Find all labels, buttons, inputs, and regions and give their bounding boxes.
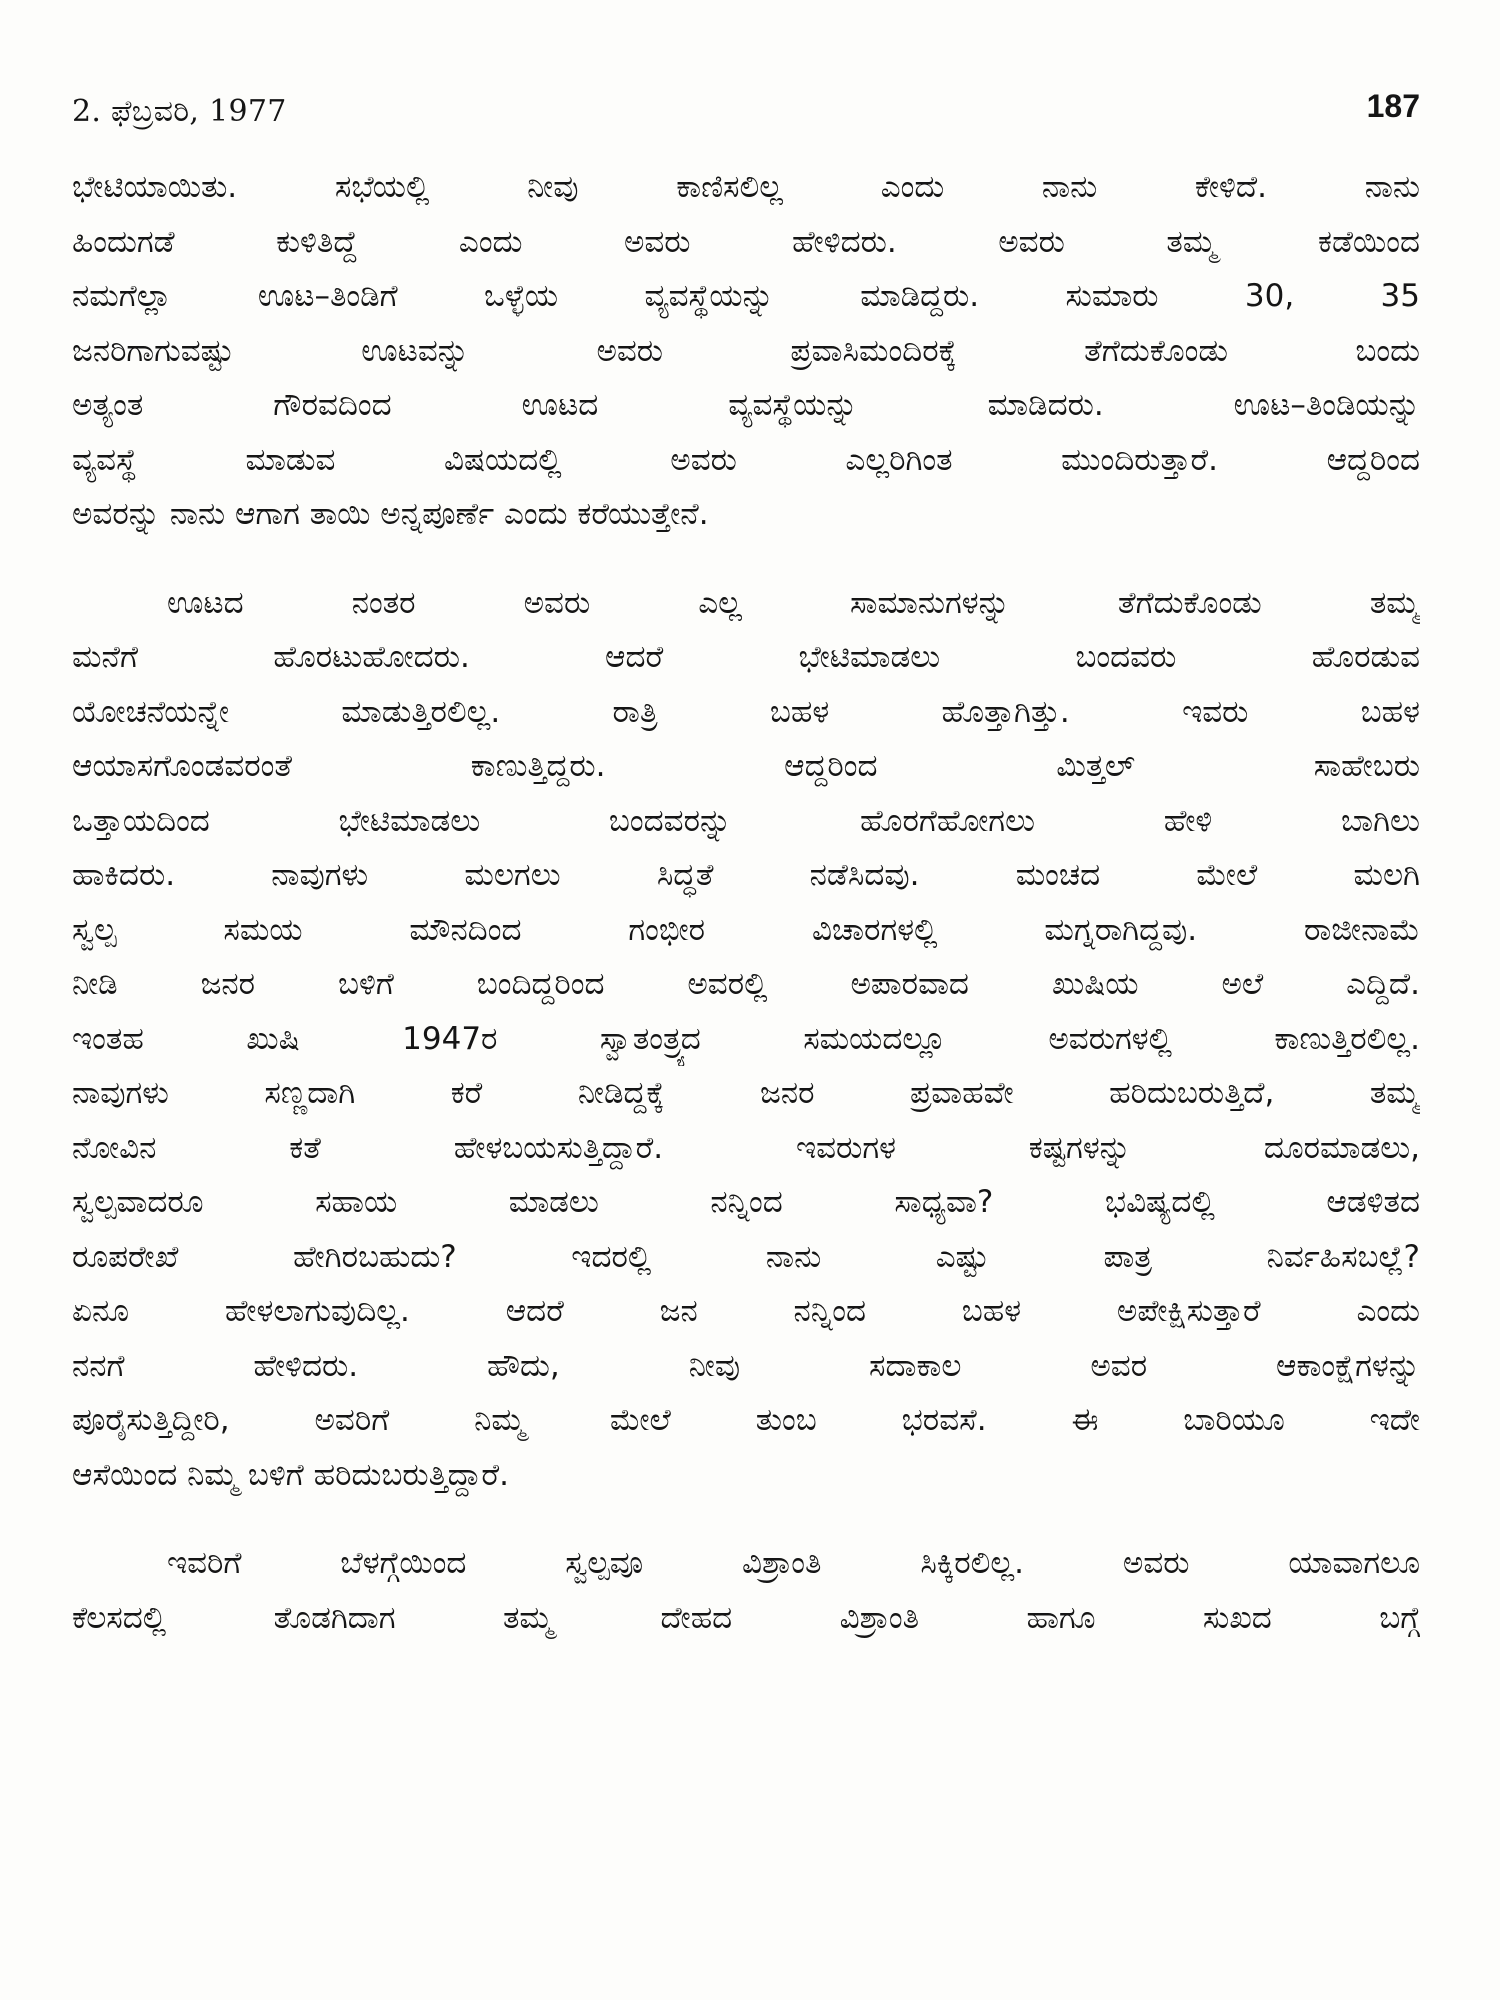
text-line: ಯೋಚನೆಯನ್ನೇ ಮಾಡುತ್ತಿರಲಿಲ್ಲ. ರಾತ್ರಿ ಬಹಳ ಹೊತ್ತಾಗಿತ್ತು. ಇವರು ಬಹಳ (72, 693, 1420, 730)
text-line: ನೀಡಿ ಜನರ ಬಳಿಗೆ ಬಂದಿದ್ದರಿಂದ ಅವರಲ್ಲಿ ಅಪಾರವಾದ ಖುಷಿಯ ಅಲೆ ಎದ್ದಿದೆ. (72, 966, 1420, 1002)
text-line: ಹಾಕಿದರು. ನಾವುಗಳು ಮಲಗಲು ಸಿದ್ಧತೆ ನಡೆಸಿದವು. ಮಂಚದ ಮೇಲೆ ಮಲಗಿ (72, 857, 1420, 893)
page-number: 187 (1366, 88, 1420, 124)
text-line: ಇವರಿಗೆ ಬೆಳಗ್ಗೆಯಿಂದ ಸ್ವಲ್ಪವೂ ವಿಶ್ರಾಂತಿ ಸಿಕ್ಕಿರಲಿಲ್ಲ. ಅವರು ಯಾವಾಗಲೂ (167, 1545, 1420, 1581)
paragraph-1 (72, 160, 1420, 542)
text-line: ರೂಪರೇಖೆ ಹೇಗಿರಬಹುದು? ಇದರಲ್ಲಿ ನಾನು ಎಷ್ಟು ಪಾತ್ರ ನಿರ್ವಹಿಸಬಲ್ಲೆ? (72, 1238, 1420, 1275)
text-line: ನಮಗೆಲ್ಲಾ ಊಟ–ತಿಂಡಿಗೆ ಒಳ್ಳೆಯ ವ್ಯವಸ್ಥೆಯನ್ನು ಮಾಡಿದ್ದರು. ಸುಮಾರು 30, 35 (72, 278, 1420, 314)
text-line: ನಾವುಗಳು ಸಣ್ಣದಾಗಿ ಕರೆ ನೀಡಿದ್ದಕ್ಕೆ ಜನರ ಪ್ರವಾಹವೇ ಹರಿದುಬರುತ್ತಿದೆ, ತಮ್ಮ (72, 1075, 1420, 1111)
text-line: ಆಯಾಸಗೊಂಡವರಂತೆ ಕಾಣುತ್ತಿದ್ದರು. ಆದ್ದರಿಂದ ಮಿತ್ತಲ್ ಸಾಹೇಬರು (72, 748, 1420, 784)
text-line: ಭೇಟಿಯಾಯಿತು. ಸಭೆಯಲ್ಲಿ ನೀವು ಕಾಣಿಸಲಿಲ್ಲ ಎಂದು ನಾನು ಕೇಳಿದೆ. ನಾನು (72, 169, 1420, 205)
paragraph-gap (72, 542, 1420, 576)
text-line: ಏನೂ ಹೇಳಲಾಗುವುದಿಲ್ಲ. ಆದರೆ ಜನ ನನ್ನಿಂದ ಬಹಳ ಅಪೇಕ್ಷಿಸುತ್ತಾರೆ ಎಂದು (72, 1293, 1420, 1329)
text-line: ಊಟದ ನಂತರ ಅವರು ಎಲ್ಲ ಸಾಮಾನುಗಳನ್ನು ತೆಗೆದುಕೊಂಡು ತಮ್ಮ (167, 584, 1420, 621)
text-line: ಅವರನ್ನು ನಾನು ಆಗಾಗ ತಾಯಿ ಅನ್ನಪೂರ್ಣೆ ಎಂದು ಕರೆಯುತ್ತೇನೆ. (72, 496, 709, 532)
text-line: ನೋವಿನ ಕತೆ ಹೇಳಬಯಸುತ್ತಿದ್ದಾರೆ. ಇವರುಗಳ ಕಷ್ಟಗಳನ್ನು ದೂರಮಾಡಲು, (72, 1129, 1420, 1166)
text-line: ಆಸೆಯಿಂದ ನಿಮ್ಮ ಬಳಿಗೆ ಹರಿದುಬರುತ್ತಿದ್ದಾರೆ. (72, 1456, 509, 1493)
paragraph-3 (72, 1536, 1420, 1645)
text-line: ಇಂತಹ ಖುಷಿ 1947ರ ಸ್ವಾತಂತ್ರ್ಯದ ಸಮಯದಲ್ಲೂ ಅವರುಗಳಲ್ಲಿ ಕಾಣುತ್ತಿರಲಿಲ್ಲ. (72, 1020, 1420, 1057)
text-line: ಅತ್ಯಂತ ಗೌರವದಿಂದ ಊಟದ ವ್ಯವಸ್ಥೆಯನ್ನು ಮಾಡಿದರು. ಊಟ–ತಿಂಡಿಯನ್ನು (72, 387, 1420, 423)
text-line: ಒತ್ತಾಯದಿಂದ ಭೇಟಿಮಾಡಲು ಬಂದವರನ್ನು ಹೊರಗೆಹೋಗಲು ಹೇಳಿ ಬಾಗಿಲು (72, 802, 1420, 839)
text-line: ನನಗೆ ಹೇಳಿದರು. ಹೌದು, ನೀವು ಸದಾಕಾಲ ಅವರ ಆಕಾಂಕ್ಷೆಗಳನ್ನು (72, 1347, 1420, 1384)
paragraph-gap (72, 1502, 1420, 1536)
header-date: 2. ಫೆಬ್ರವರಿ, 1977 (72, 94, 287, 129)
text-line: ಹಿಂದುಗಡೆ ಕುಳಿತಿದ್ದೆ ಎಂದು ಅವರು ಹೇಳಿದರು. ಅವರು ತಮ್ಮ ಕಡೆಯಿಂದ (72, 223, 1420, 260)
text-line: ಸ್ವಲ್ಪವಾದರೂ ಸಹಾಯ ಮಾಡಲು ನನ್ನಿಂದ ಸಾಧ್ಯವಾ? ಭವಿಷ್ಯದಲ್ಲಿ ಆಡಳಿತದ (72, 1184, 1420, 1220)
text-line: ಸ್ವಲ್ಪ ಸಮಯ ಮೌನದಿಂದ ಗಂಭೀರ ವಿಚಾರಗಳಲ್ಲಿ ಮಗ್ನರಾಗಿದ್ದವು. ರಾಜೀನಾಮೆ (72, 911, 1420, 948)
text-line: ಜನರಿಗಾಗುವಷ್ಟು ಊಟವನ್ನು ಅವರು ಪ್ರವಾಸಿಮಂದಿರಕ್ಕೆ ತೆಗೆದುಕೊಂಡು ಬಂದು (72, 332, 1420, 369)
text-line: ಮನೆಗೆ ಹೊರಟುಹೋದರು. ಆದರೆ ಭೇಟಿಮಾಡಲು ಬಂದವರು ಹೊರಡುವ (72, 639, 1420, 675)
text-line: ಪೂರೈಸುತ್ತಿದ್ದೀರಿ, ಅವರಿಗೆ ನಿಮ್ಮ ಮೇಲೆ ತುಂಬ ಭರವಸೆ. ಈ ಬಾರಿಯೂ ಇದೇ (72, 1402, 1420, 1438)
paragraph-2 (72, 576, 1420, 1503)
text-line: ವ್ಯವಸ್ಥೆ ಮಾಡುವ ವಿಷಯದಲ್ಲಿ ಅವರು ಎಲ್ಲರಿಗಿಂತ ಮುಂದಿರುತ್ತಾರೆ. ಆದ್ದರಿಂದ (72, 441, 1420, 478)
page-header (72, 88, 1420, 138)
text-line: ಕೆಲಸದಲ್ಲಿ ತೊಡಗಿದಾಗ ತಮ್ಮ ದೇಹದ ವಿಶ್ರಾಂತಿ ಹಾಗೂ ಸುಖದ ಬಗ್ಗೆ (72, 1599, 1420, 1636)
body-text (72, 160, 1420, 1645)
